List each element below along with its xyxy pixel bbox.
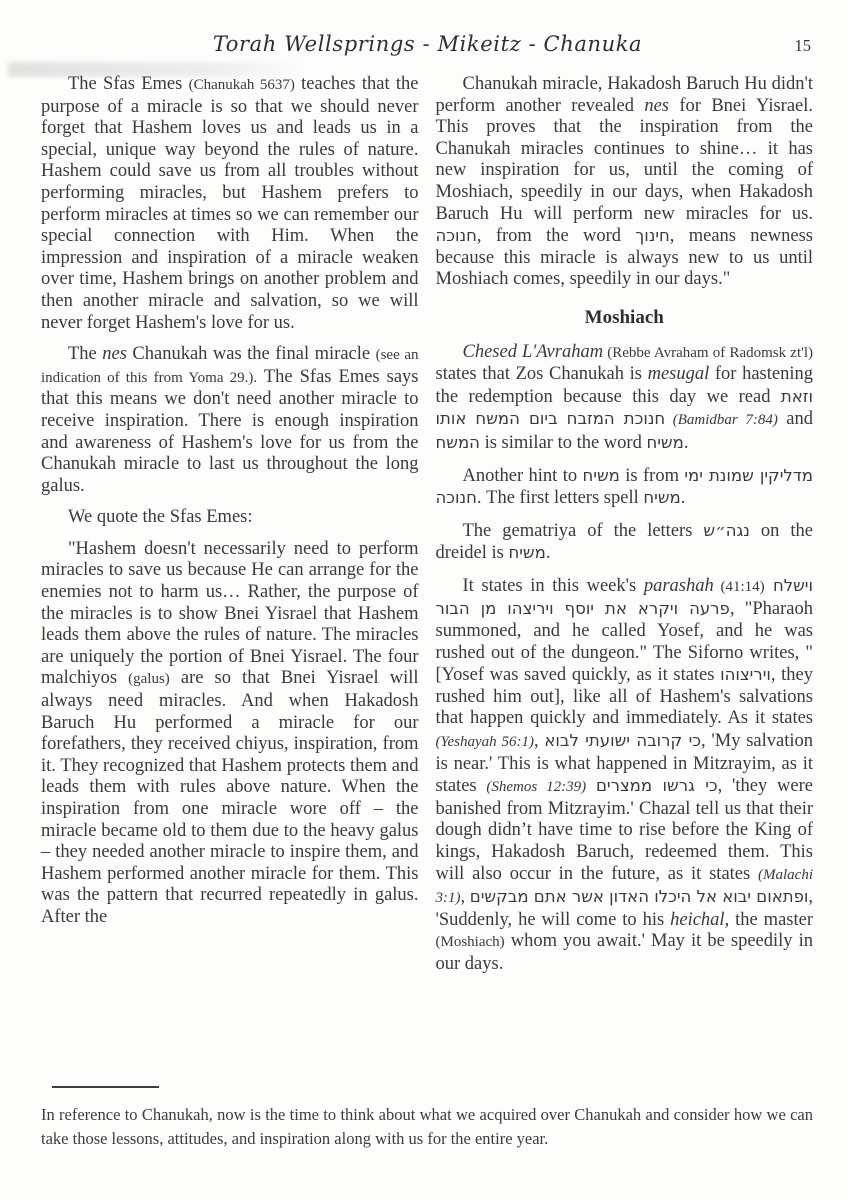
paragraph-nes-chanukah-final-miracle	[41, 344, 419, 497]
text-run: , from the word	[476, 226, 636, 247]
text-run: Chanukah miracle, Hakadosh Baruch Hu didn't perform another revealed	[435, 74, 813, 116]
text-run: for Bnei Yisrael. This proves that the inspiration from the Chanukah miracles continues to shine… it has new inspiration for us, until the coming of Moshiach, speedily in our days, when Hakadosh Baruch Hu will perform new miracles for us.	[435, 95, 814, 224]
text-run: , 'Suddenly, he will come to his	[435, 887, 813, 930]
text-run: , the master	[724, 909, 813, 930]
hebrew-chanukah: חנוכה	[435, 226, 477, 246]
text-run: . The first letters spell	[476, 488, 644, 509]
section-heading-moshiach: Moshiach	[584, 306, 664, 328]
citation-malachi: (Malachi 3:1)	[435, 866, 813, 907]
text-run: whom you await.' May it be speedily in our days.	[435, 931, 813, 974]
hebrew-ufisom: ופתאום יבוא אל היכלו האדון אשר אתם מבקשים	[469, 887, 809, 907]
hebrew-pasuk-vayishlach: וישלח פרעה ויקרא את יוסף ויריצהו מן הבור	[435, 575, 813, 619]
citation-yoma-29: (see an indication of this from Yoma 29.).	[41, 347, 419, 386]
italic-mesugal: mesugal	[647, 364, 710, 385]
italic-nes: nes	[644, 95, 670, 116]
text-run	[586, 776, 596, 796]
citation-rebbe-avraham: (Rebbe Avraham of Radomsk zt'l)	[603, 344, 813, 361]
paragraph-parashah-siforno	[436, 575, 814, 976]
text-run: for hastening the redemption because this day we read	[435, 364, 813, 407]
paragraph-chesed-lavraham	[436, 342, 814, 455]
text-run: are so that Bnei Yisrael will always need miracles. And when Hakadosh Baruch Hu performed a miracle for our forefathers, they received chiyus, inspiration, from it. They recognized that Hashem protects them and leads them with rules above nature. When the inspiration from one miracle wore off – the miracle became old to them due to the heavy galus – they needed another miracle to inspire them, and Hashem performed another miracle for them. This was the pattern that recurred repeatedly in galus. After the	[41, 668, 419, 927]
paragraph-sfas-emes-quote	[41, 539, 419, 929]
text-run: The Sfas Emes	[68, 74, 189, 94]
page-header	[40, 32, 815, 62]
text-run: .	[545, 543, 551, 564]
hebrew-vayritzuhu: ויריצוהו	[720, 665, 771, 685]
hebrew-moshiach: משיח	[643, 488, 681, 508]
text-run: , they rushed him out], like all of Hashem's salvations that happen quickly and immediately. As it states	[435, 665, 813, 729]
footnote-separator	[52, 1086, 159, 1088]
italic-heichal: heichal	[670, 909, 725, 930]
text-run: The Sfas Emes says that this means we don't need another miracle to receive inspiration. There is enough inspiration and awareness of Hashem's love for us from the Chanukah miracle to last us throughout the long galus.	[41, 366, 419, 496]
paragraph-quote-continuation	[436, 74, 814, 291]
text-run: The	[68, 344, 103, 365]
paragraph-we-quote	[41, 507, 419, 529]
paragraph-sfas-emes-teaches	[41, 74, 419, 334]
italic-nes: nes	[102, 344, 127, 365]
hebrew-hamoshach: המשח	[435, 432, 480, 452]
text-run: .	[683, 432, 689, 453]
text-run: , "Pharaoh summoned, and he called Yosef, and he was rushed out of the dungeon." The Siforno writes, "[Yosef was saved quickly, as it states	[435, 599, 813, 686]
paragraph-gematriya-dreidel	[436, 520, 814, 565]
text-run: is from	[619, 465, 685, 486]
text-run: is similar to the word	[479, 432, 647, 453]
italic-parashah: parashah	[643, 575, 714, 596]
hebrew-ki-gorshu: כי גרשו ממצרים	[595, 776, 718, 796]
text-run: .	[680, 488, 686, 509]
text-run: and	[777, 409, 813, 430]
citation-galus: (galus)	[128, 671, 170, 688]
text-run: It states in this week's	[462, 575, 644, 596]
hebrew-pasuk-bamidbar: וזאת חנוכת המזבח ביום המשח אותו	[435, 386, 813, 429]
citation-41-14: (41:14)	[713, 578, 765, 595]
hebrew-moshiach: משיח	[646, 432, 684, 452]
italic-chesed-lavraham: Chesed L'Avraham	[462, 341, 604, 362]
left-column	[41, 74, 419, 976]
text-run: We quote the Sfas Emes:	[68, 507, 253, 528]
text-run: The gematriya of the letters	[462, 520, 704, 541]
citation-bamidbar: (Bamidbar 7:84)	[665, 412, 778, 429]
text-run: , 'they were banished from Mitzrayim.' Chazal tell us that their dough didn’t have time to rise before the King of kings, Hakadosh Baruch, redeemed them. This will also occur in the future, as it states	[435, 776, 813, 884]
hebrew-moshiach: משיח	[582, 465, 620, 485]
citation-shemos: (Shemos 12:39)	[486, 779, 587, 796]
page-number: 15	[794, 36, 811, 55]
text-run: , means newness because this miracle is always new to us until Moshiach comes, speedily in our days."	[435, 226, 813, 290]
footnote-text: In reference to Chanukah, now is the time to think about what we acquired over Chanukah and consider how we can take those lessons, attitudes, and inspiration along with us for the entire year.	[41, 1105, 813, 1148]
right-column	[436, 74, 814, 976]
text-run: Another hint to	[462, 465, 583, 486]
text-run: , 'My salvation is near.' This is what happened in Mitzrayim, as it states	[435, 731, 814, 797]
paragraph-another-hint	[436, 465, 814, 510]
citation-moshiach: (Moshiach)	[435, 934, 505, 951]
hebrew-madlikin: מדליקין שמונת ימי חנוכה	[435, 465, 813, 508]
text-run: ,	[460, 887, 470, 908]
text-run: Chanukah was the final miracle	[126, 344, 376, 365]
text-run: ,	[534, 731, 545, 752]
text-run: "Hashem doesn't necessarily need to perform miracles to save us because He can arrange for the enemies not to harm us… Rather, the purpose of the miracles is to show Bnei Yisrael that Hashem leads them above the rules of nature. The miracles are uniquely the portion of Bnei Yisrael. The four malchiyos	[41, 538, 419, 689]
text-body	[41, 74, 813, 976]
hebrew-chinuch: חינוך	[635, 226, 670, 246]
citation-chanukah-5637: (Chanukah 5637)	[188, 77, 295, 93]
footnote	[41, 1086, 813, 1150]
hebrew-dreidel-letters: נגה״ש	[703, 520, 750, 540]
citation-yeshayah: (Yeshayah 56:1)	[435, 734, 534, 751]
text-run: on the dreidel is	[435, 520, 813, 564]
text-run: teaches that the purpose of a miracle is so that we should never forget that Hashem loves us and leads us in a special, unique way beyond the rules of nature. Hashem could save us from all troubles without performing miracles, but Hashem prefers to perform miracles at times so we can remember our special connection with Him. When the impression and inspiration of a miracle weaken over time, Hashem brings on another problem and then another miracle and salvation, so we will never forget Hashem's love for us.	[41, 74, 419, 333]
running-title: Torah Wellsprings - Mikeitz - Chanuka	[212, 32, 643, 56]
hebrew-ki-kerova: כי קרובה ישועתי לבוא	[544, 731, 702, 751]
text-run: states that Zos Chanukah is	[435, 364, 648, 385]
hebrew-moshiach: משיח	[508, 543, 546, 563]
